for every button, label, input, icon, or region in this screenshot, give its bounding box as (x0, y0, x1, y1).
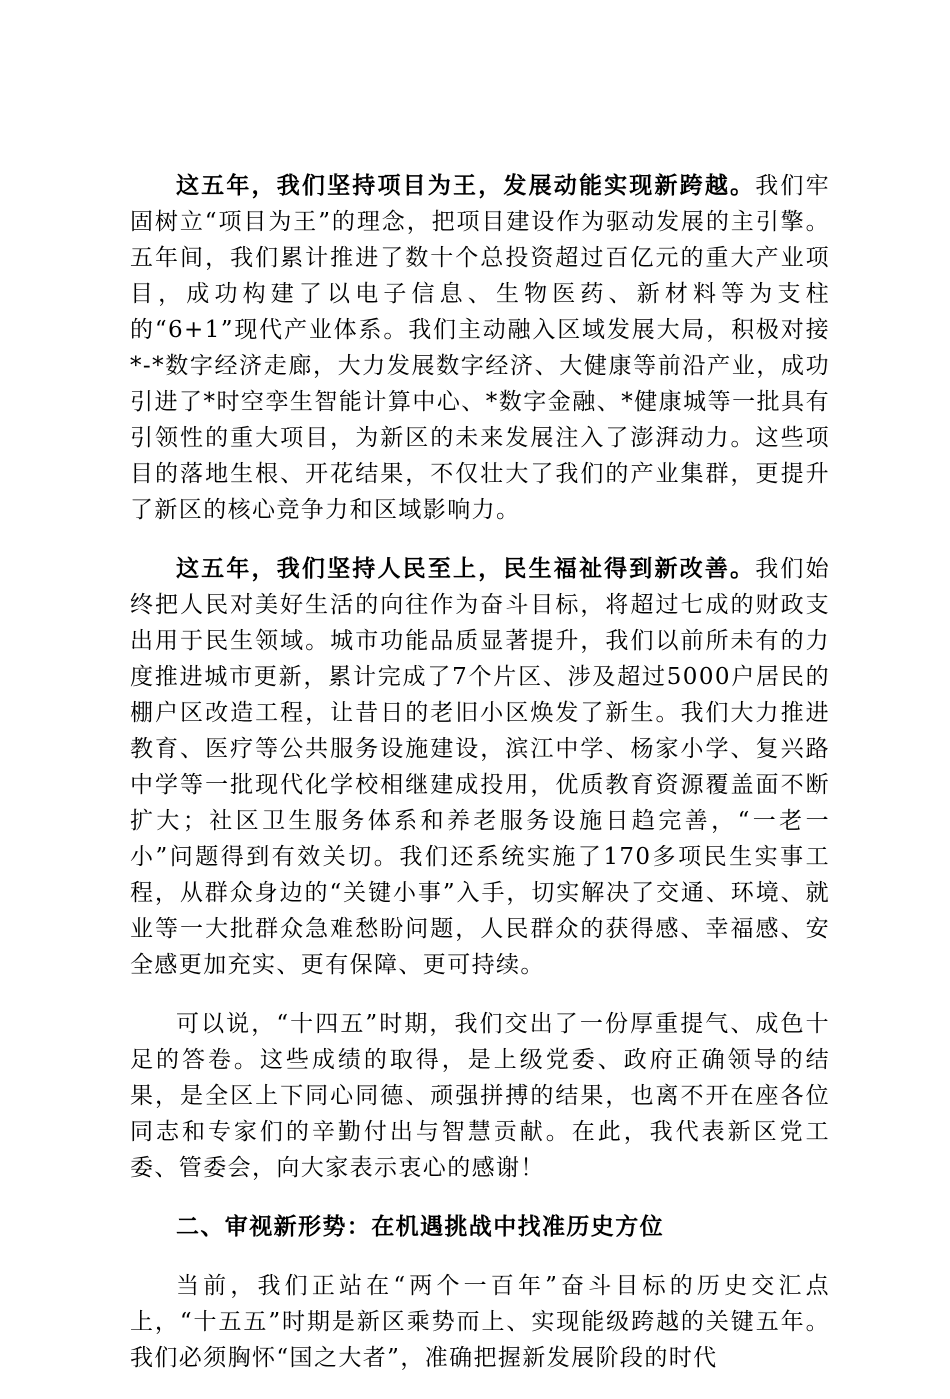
paragraph-projects (130, 168, 830, 528)
section-heading: 二、审视新形势：在机遇挑战中找准历史方位 (176, 1214, 664, 1240)
paragraph-livelihood (130, 551, 830, 983)
document-page (130, 168, 830, 1399)
paragraph-summary (130, 1006, 830, 1186)
paragraph-body: 我们始终把人民对美好生活的向往作为奋斗目标，将超过七成的财政支出用于民生领域。城市功能品质显著提升，我们以前所未有的力度推进城市更新，累计完成了7个片区、涉及超过5000户居民的棚户区改造工程，让昔日的老旧小区焕发了新生。我们大力推进教育、医疗等公共服务设施建设，滨江中学、杨家小学、复兴路中学等一批现代化学校相继建成投用，优质教育资源覆盖面不断扩大；社区卫生服务体系和养老服务设施日趋完善，“一老一小”问题得到有效关切。我们还系统实施了170多项民生实事工程，从群众身边的“关键小事”入手，切实解决了交通、环境、就业等一大批群众急难愁盼问题，人民群众的获得感、幸福感、安全感更加充实、更有保障、更可持续。 (130, 556, 831, 978)
paragraph-lead: 这五年，我们坚持人民至上，民生福祉得到新改善。 (176, 555, 756, 582)
paragraph-lead: 这五年，我们坚持项目为王，发展动能实现新跨越。 (176, 172, 756, 199)
paragraph-closing: 当前，我们正站在“两个一百年”奋斗目标的历史交汇点上，“十五五”时期是新区乘势而上、实现能级跨越的关键五年。我们必须胸怀“国之大者”，准确把握新发展阶段的时代 (130, 1273, 830, 1371)
paragraph-body: 可以说，“十四五”时期，我们交出了一份厚重提气、成色十足的答卷。这些成绩的取得，是上级党委、政府正确领导的结果，是全区上下同心同德、顽强拼搏的结果，也离不开在座各位同志和专家们的辛勤付出与智慧贡献。在此，我代表新区党工委、管委会，向大家表示衷心的感谢！ (130, 1011, 830, 1181)
paragraph-body: 我们牢固树立“项目为王”的理念，把项目建设作为驱动发展的主引擎。五年间，我们累计推进了数十个总投资超过百亿元的重大产业项目，成功构建了以电子信息、生物医药、新材料等为支柱的“6+1”现代产业体系。我们主动融入区域发展大局，积极对接*-*数字经济走廊，大力发展数字经济、大健康等前沿产业，成功引进了*时空孪生智能计算中心、*数字金融、*健康城等一批具有引领性的重大项目，为新区的未来发展注入了澎湃动力。这些项目的落地生根、开花结果，不仅壮大了我们的产业集群，更提升了新区的核心竞争力和区域影响力。 (130, 173, 831, 523)
